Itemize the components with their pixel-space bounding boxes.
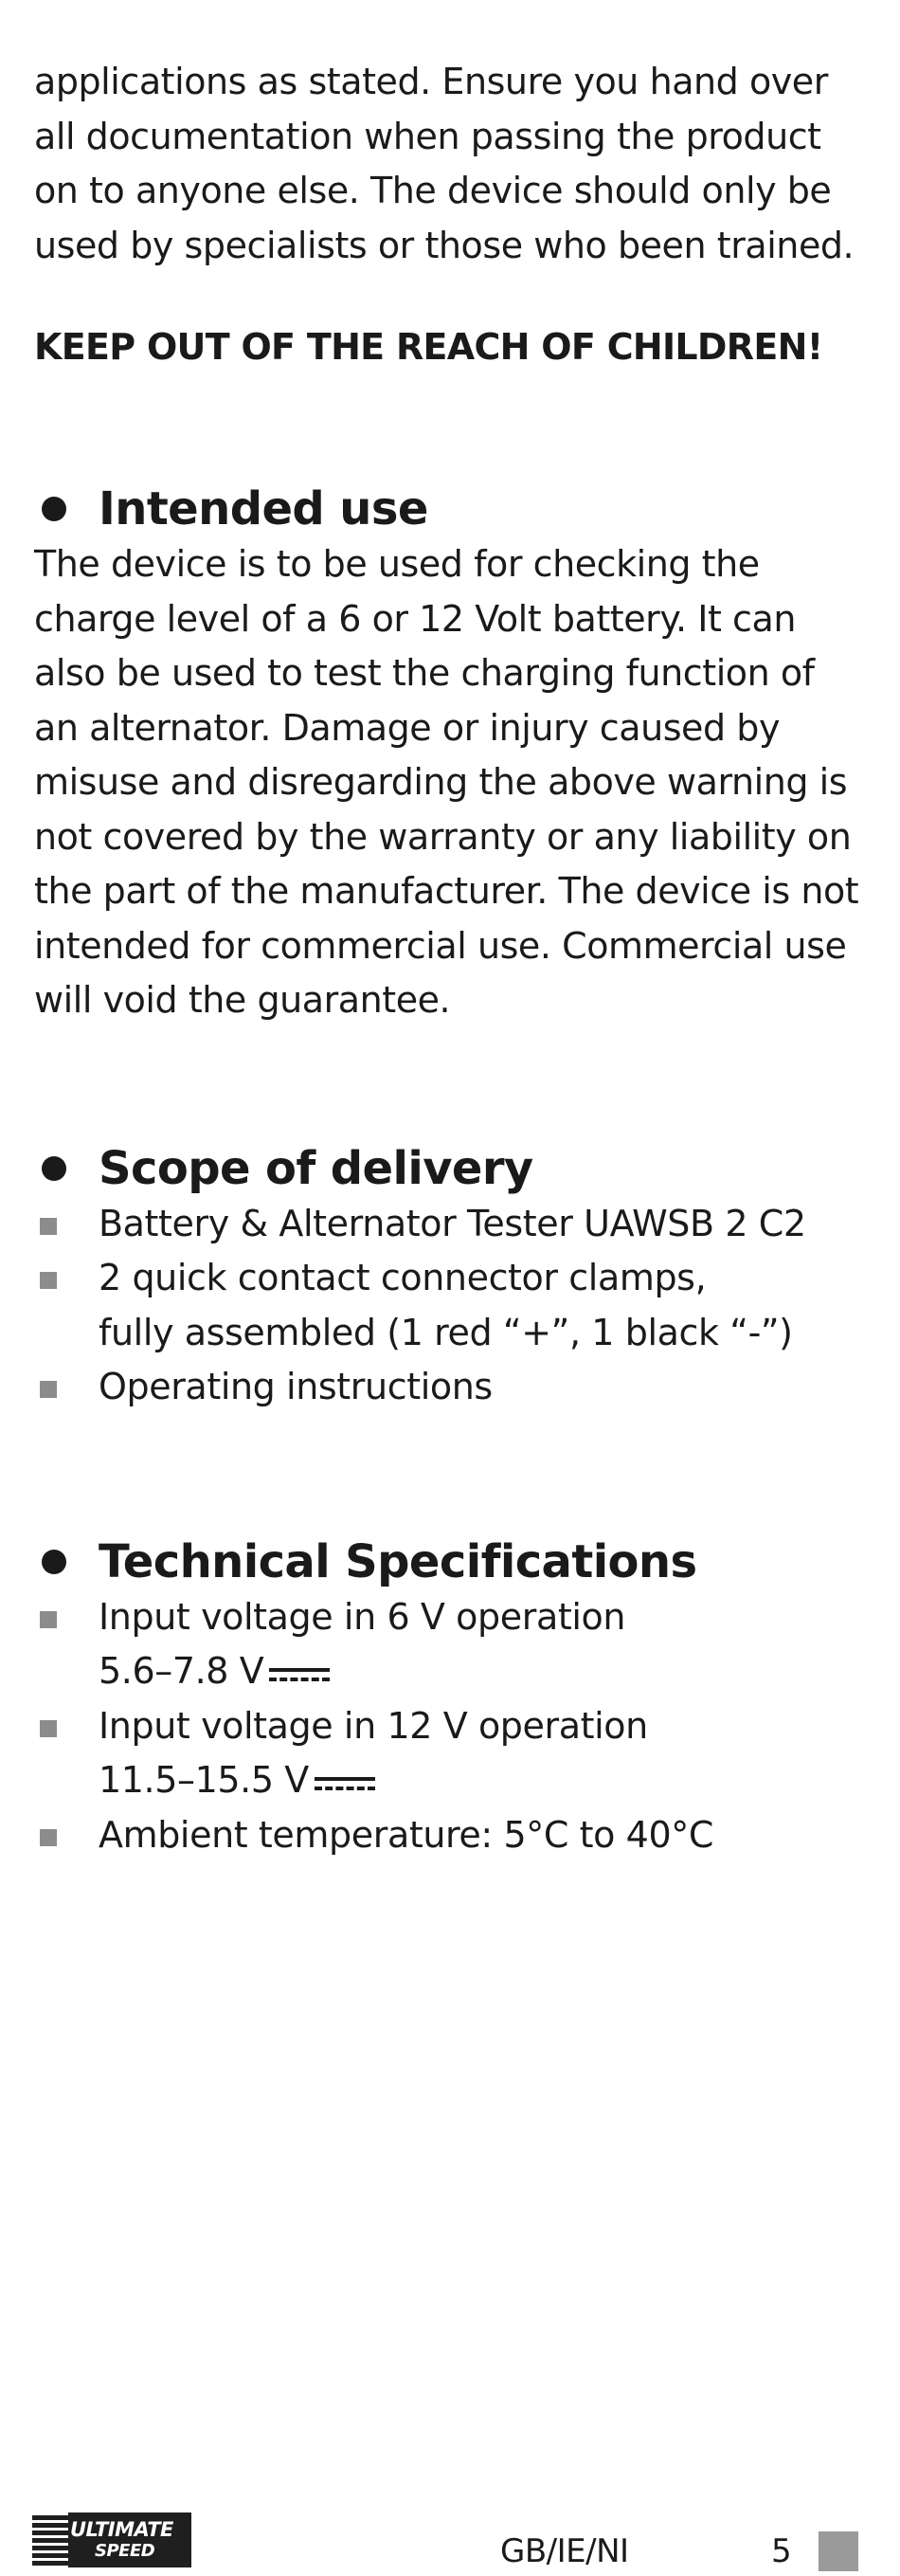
scope-of-delivery-heading bbox=[34, 1140, 868, 1197]
section-heading-text: Scope of delivery bbox=[99, 1141, 533, 1195]
technical-specifications-list bbox=[34, 1590, 868, 1863]
spec-value-line bbox=[99, 1753, 868, 1808]
logo-stripes-icon bbox=[32, 2513, 68, 2567]
text-line: an alternator. Damage or injury caused by bbox=[34, 706, 780, 749]
spec-label: Ambient temperature: 5°C to 40°C bbox=[99, 1813, 713, 1856]
list-item bbox=[34, 1360, 868, 1415]
text-line: misuse and disregarding the above warning is bbox=[34, 761, 848, 803]
direct-current-icon bbox=[269, 1666, 330, 1685]
bullet-dot-icon bbox=[42, 497, 66, 521]
text-line: on to anyone else. The device should only be bbox=[34, 170, 832, 211]
text-line: applications as stated. Ensure you hand over bbox=[34, 61, 828, 102]
ultimate-speed-logo bbox=[32, 2513, 191, 2567]
text-line: used by specialists or those who been trained. bbox=[34, 224, 855, 266]
list-item bbox=[34, 1808, 868, 1863]
text-line: will void the guarantee. bbox=[34, 979, 451, 1021]
square-bullet-icon bbox=[40, 1272, 57, 1289]
text-line: not covered by the warranty or any liability on bbox=[34, 815, 852, 858]
page-content bbox=[34, 55, 868, 1862]
technical-specifications-heading bbox=[34, 1533, 868, 1590]
footer-region-code: GB/IE/NI bbox=[500, 2532, 629, 2570]
logo-text: ULTIMATE bbox=[70, 2518, 173, 2541]
bullet-dot-icon bbox=[42, 1550, 66, 1574]
text-line: all documentation when passing the product bbox=[34, 115, 821, 157]
list-item bbox=[34, 1590, 868, 1699]
text-line: The device is to be used for checking the bbox=[34, 543, 760, 585]
list-item bbox=[34, 1251, 868, 1360]
spec-value-line bbox=[99, 1644, 868, 1699]
text-line: also be used to test the charging function of bbox=[34, 652, 815, 694]
list-item-text: fully assembled (1 red “+”, 1 black “-”) bbox=[99, 1311, 793, 1353]
bullet-dot-icon bbox=[42, 1156, 66, 1181]
list-item bbox=[34, 1197, 868, 1252]
spec-value: 11.5–15.5 V bbox=[99, 1759, 309, 1801]
list-item bbox=[34, 1699, 868, 1808]
list-item-text: Operating instructions bbox=[99, 1366, 493, 1407]
direct-current-icon bbox=[315, 1775, 375, 1794]
square-bullet-icon bbox=[40, 1218, 57, 1235]
list-item-text: 2 quick contact connector clamps, bbox=[99, 1257, 707, 1298]
square-bullet-icon bbox=[40, 1381, 57, 1398]
spec-label: Input voltage in 6 V operation bbox=[99, 1595, 626, 1638]
spec-value: 5.6–7.8 V bbox=[99, 1650, 264, 1692]
text-line: the part of the manufacturer. The device is not bbox=[34, 870, 859, 912]
intended-use-heading bbox=[34, 481, 868, 537]
square-bullet-icon bbox=[40, 1829, 57, 1846]
child-safety-warning: KEEP OUT OF THE REACH OF CHILDREN! bbox=[34, 326, 823, 368]
text-line: charge level of a 6 or 12 Volt battery. It can bbox=[34, 597, 796, 640]
section-heading-text: Technical Specifications bbox=[99, 1534, 697, 1588]
list-item-text: Battery & Alternator Tester UAWSB 2 C2 bbox=[99, 1202, 806, 1244]
page-number: 5 bbox=[771, 2532, 792, 2570]
intro-paragraph bbox=[34, 55, 868, 273]
scope-of-delivery-list bbox=[34, 1197, 868, 1415]
section-heading-text: Intended use bbox=[99, 482, 428, 535]
intended-use-paragraph bbox=[34, 537, 868, 1028]
square-bullet-icon bbox=[40, 1720, 57, 1737]
logo-text: SPEED bbox=[95, 2541, 155, 2561]
text-line: intended for commercial use. Commercial use bbox=[34, 924, 847, 967]
square-bullet-icon bbox=[40, 1611, 57, 1628]
spec-label: Input voltage in 12 V operation bbox=[99, 1704, 648, 1747]
page-marker-square bbox=[819, 2531, 858, 2571]
